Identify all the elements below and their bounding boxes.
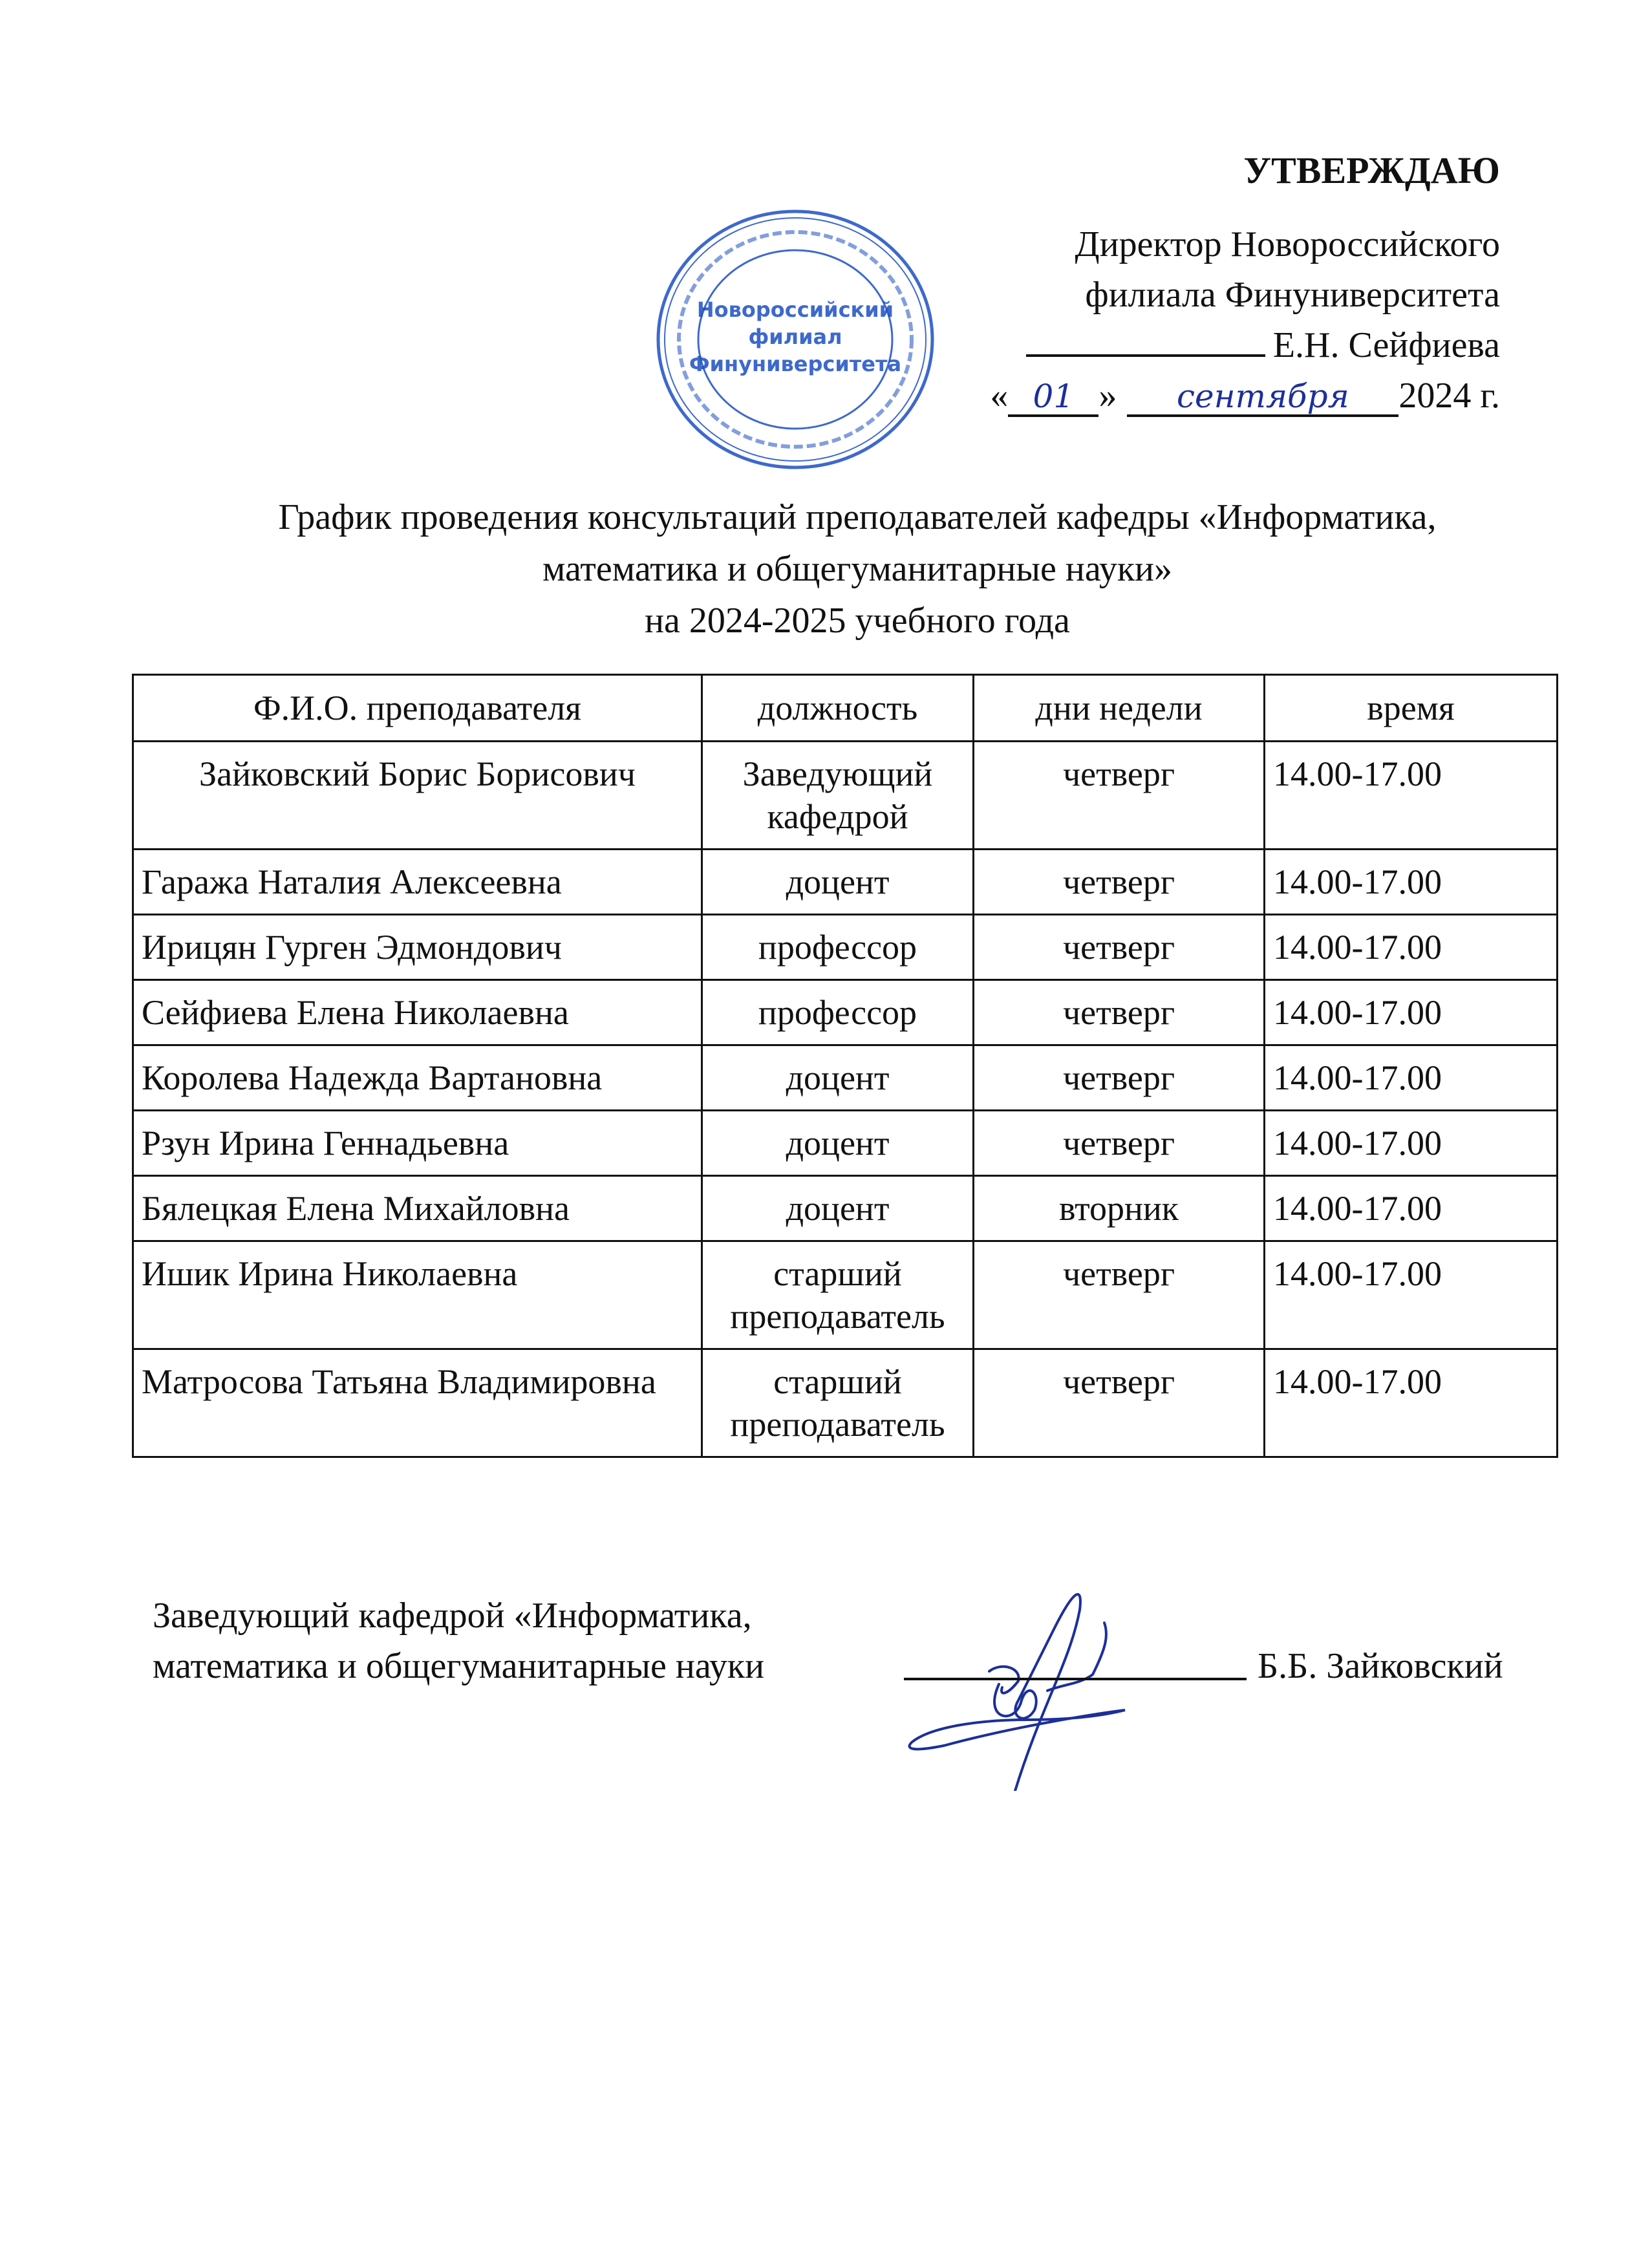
cell-time: 14.00-17.00 — [1265, 1176, 1558, 1241]
footer-signatory-title — [153, 1590, 764, 1691]
title-line2: математика и общегуманитарные науки» — [542, 549, 1173, 589]
cell-day: четверг — [974, 1111, 1265, 1176]
cell-time: 14.00-17.00 — [1265, 850, 1558, 915]
cell-day: четверг — [974, 915, 1265, 980]
date-day-field — [1008, 377, 1098, 417]
table-row — [133, 915, 1558, 980]
official-stamp — [653, 207, 938, 472]
approval-signer-line — [853, 320, 1500, 370]
cell-time: 14.00-17.00 — [1265, 1111, 1558, 1176]
consultation-schedule-table — [132, 674, 1558, 1458]
footer-signature-line — [904, 1671, 1247, 1680]
approval-date — [853, 370, 1500, 421]
cell-name: Бялецкая Елена Михайловна — [133, 1176, 702, 1241]
footer-signer: Б.Б. Зайковский — [1258, 1646, 1503, 1686]
cell-position: старший преподаватель — [702, 1349, 974, 1457]
approval-signer: Е.Н. Сейфиева — [1272, 325, 1500, 365]
cell-time: 14.00-17.00 — [1265, 980, 1558, 1045]
title-line3: на 2024-2025 учебного года — [645, 601, 1070, 641]
stamp-center-line2: филиал — [748, 325, 842, 349]
date-month-field — [1127, 377, 1398, 417]
cell-day: четверг — [974, 1349, 1265, 1457]
table-header-row — [133, 675, 1558, 742]
cell-name: Матросова Татьяна Владимировна — [133, 1349, 702, 1457]
cell-name: Зайковский Борис Борисович — [133, 742, 702, 850]
cell-day: четверг — [974, 980, 1265, 1045]
cell-day: вторник — [974, 1176, 1265, 1241]
cell-position: доцент — [702, 1176, 974, 1241]
approval-position-line2: филиала Финуниверситета — [1085, 275, 1500, 315]
cell-position: доцент — [702, 1045, 974, 1111]
cell-position: профессор — [702, 915, 974, 980]
cell-name: Ишик Ирина Николаевна — [133, 1241, 702, 1349]
head-of-department-signature — [886, 1571, 1248, 1791]
date-open-quote: « — [990, 376, 1009, 416]
cell-time: 14.00-17.00 — [1265, 742, 1558, 850]
cell-position: старший преподаватель — [702, 1241, 974, 1349]
table-row — [133, 850, 1558, 915]
date-day: 01 — [1033, 378, 1075, 415]
cell-day: четверг — [974, 1241, 1265, 1349]
stamp-center-line3: Финуниверситета — [689, 352, 902, 376]
cell-day: четверг — [974, 850, 1265, 915]
approval-block — [853, 145, 1500, 421]
table-row — [133, 1241, 1558, 1349]
table-row — [133, 980, 1558, 1045]
cell-name: Гаража Наталия Алексеевна — [133, 850, 702, 915]
table-row — [133, 1176, 1558, 1241]
date-close-quote: » — [1098, 376, 1117, 416]
table-row — [133, 742, 1558, 850]
footer-line1: Заведующий кафедрой «Информатика, — [153, 1596, 752, 1636]
cell-position: доцент — [702, 1111, 974, 1176]
header-name: Ф.И.О. преподавателя — [133, 675, 702, 742]
date-month: сентября — [1177, 378, 1349, 415]
cell-name: Рзун Ирина Геннадьевна — [133, 1111, 702, 1176]
cell-name: Ирицян Гурген Эдмондович — [133, 915, 702, 980]
table-row — [133, 1111, 1558, 1176]
cell-time: 14.00-17.00 — [1265, 915, 1558, 980]
cell-time: 14.00-17.00 — [1265, 1349, 1558, 1457]
cell-name: Сейфиева Елена Николаевна — [133, 980, 702, 1045]
document-title — [153, 491, 1562, 647]
footer-line2: математика и общегуманитарные науки — [153, 1646, 765, 1686]
title-line1: График проведения консультаций преподавателей кафедры «Информатика, — [278, 497, 1437, 537]
table-row — [133, 1349, 1558, 1457]
cell-day: четверг — [974, 1045, 1265, 1111]
cell-time: 14.00-17.00 — [1265, 1045, 1558, 1111]
approval-position-line1: Директор Новороссийского — [1075, 224, 1500, 264]
cell-day: четверг — [974, 742, 1265, 850]
header-days: дни недели — [974, 675, 1265, 742]
cell-position: Заведующий кафедрой — [702, 742, 974, 850]
cell-position: профессор — [702, 980, 974, 1045]
stamp-center-line1: Новороссийский — [696, 297, 894, 322]
date-year: 2024 г. — [1398, 376, 1500, 416]
cell-time: 14.00-17.00 — [1265, 1241, 1558, 1349]
cell-name: Королева Надежда Вартановна — [133, 1045, 702, 1111]
approval-heading: УТВЕРЖДАЮ — [1243, 149, 1500, 191]
header-position: должность — [702, 675, 974, 742]
header-time: время — [1265, 675, 1558, 742]
approval-signature-line — [1026, 322, 1265, 357]
table-row — [133, 1045, 1558, 1111]
cell-position: доцент — [702, 850, 974, 915]
